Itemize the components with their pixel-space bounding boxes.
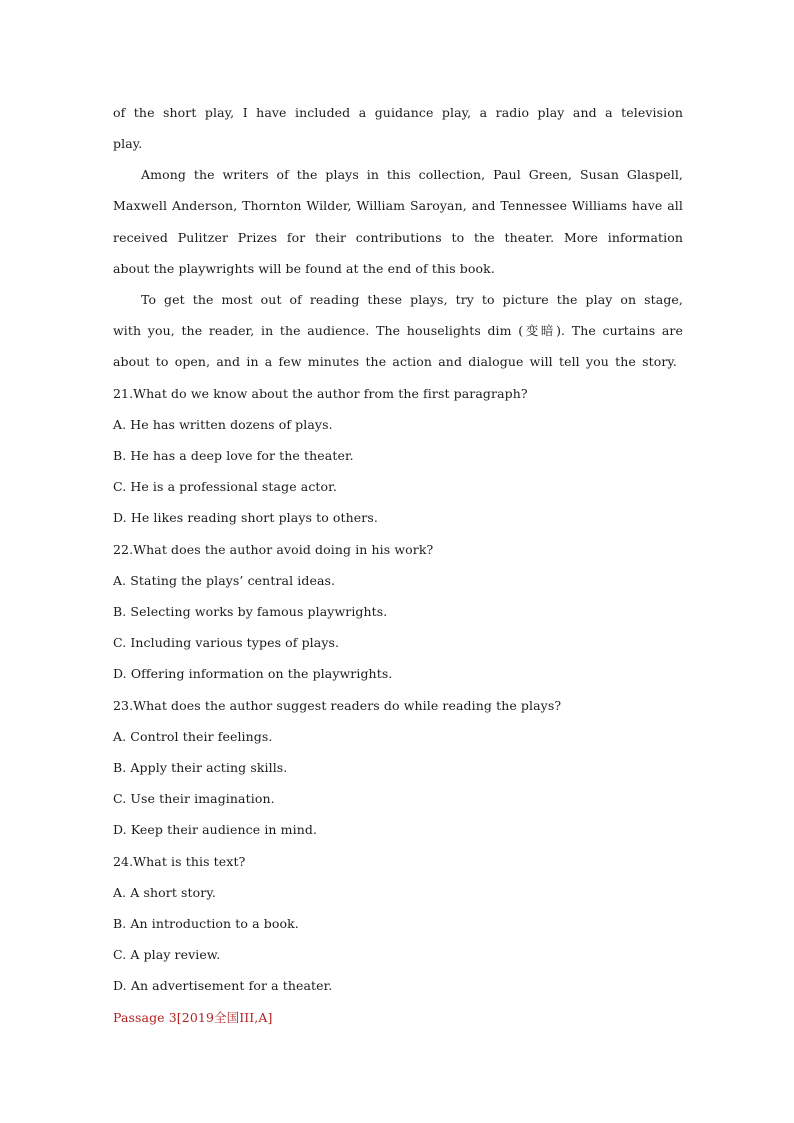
passage-line: To get the most out of reading these plays, try to picture the play on stage,: [141, 292, 683, 307]
answer-option: C. A play review.: [113, 947, 221, 962]
answer-option: C. Including various types of plays.: [113, 635, 340, 650]
question-stem: 21.What do we know about the author from the first paragraph?: [113, 386, 528, 401]
question-stem: 23.What does the author suggest readers do while reading the plays?: [113, 698, 562, 713]
passage-line: about to open, and in a few minutes the action and dialogue will tell you the story.: [113, 354, 677, 369]
next-passage-label: Passage 3[2019全国III,A]: [113, 1010, 273, 1025]
answer-option: B. An introduction to a book.: [113, 916, 299, 931]
question-stem: 22.What does the author avoid doing in his work?: [113, 542, 434, 557]
passage-line: with you, the reader, in the audience. The houselights dim (变暗). The curtains are: [113, 323, 683, 338]
answer-option: B. He has a deep love for the theater.: [113, 448, 354, 463]
answer-option: C. Use their imagination.: [113, 791, 275, 806]
answer-option: C. He is a professional stage actor.: [113, 479, 337, 494]
question-stem: 24.What is this text?: [113, 854, 246, 869]
answer-option: B. Apply their acting skills.: [113, 760, 288, 775]
answer-option: A. A short story.: [113, 885, 216, 900]
passage-line: Among the writers of the plays in this collection, Paul Green, Susan Glaspell,: [141, 167, 683, 182]
answer-option: A. Control their feelings.: [113, 729, 273, 744]
answer-option: B. Selecting works by famous playwrights.: [113, 604, 388, 619]
passage-line: received Pulitzer Prizes for their contributions to the theater. More information: [113, 230, 683, 245]
answer-option: D. He likes reading short plays to others.: [113, 510, 378, 525]
answer-option: D. An advertisement for a theater.: [113, 978, 333, 993]
passage-line: about the playwrights will be found at the end of this book.: [113, 261, 495, 276]
passage-line: play.: [113, 136, 143, 151]
passage-line: Maxwell Anderson, Thornton Wilder, William Saroyan, and Tennessee Williams have all: [113, 198, 683, 213]
answer-option: A. He has written dozens of plays.: [113, 417, 333, 432]
passage-line: of the short play, I have included a guidance play, a radio play and a television: [113, 105, 683, 120]
answer-option: D. Offering information on the playwrights.: [113, 666, 393, 681]
answer-option: D. Keep their audience in mind.: [113, 822, 318, 837]
answer-option: A. Stating the plays’ central ideas.: [113, 573, 336, 588]
